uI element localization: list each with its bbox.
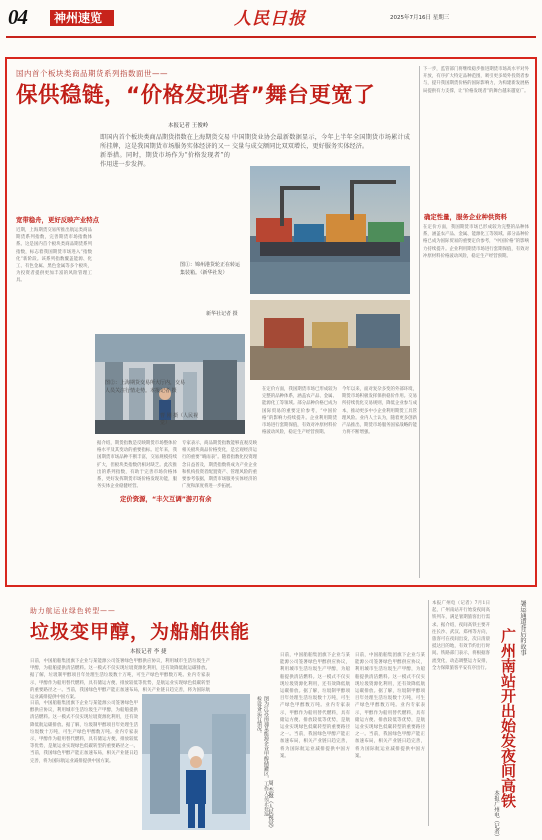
right-headline: 广州南站开出始发夜间高铁 — [499, 628, 517, 808]
second-body-col-3: 日前，中国船舶集团旗下企业与某能源公司签署绿色甲醇供应协议，利用城市生活垃圾生产甲醇，为船舶提供清洁燃料。这一模式不仅实现垃圾资源化利用，还有效降低航运碳排放。据了解，垃圾制甲醇项目年处理生活垃圾数十万吨，可生产绿色甲醇数万吨。业内专家表示，甲醇作为船用替代燃料，具有储运方便、排放较低等优势，是航运业实现绿色低碳转型的重要路径之一。当前，我国绿色甲醇产能正加速布局，相关产业链日趋完善，将为国际航运业减排提供中国方案。 — [355, 653, 425, 759]
lead-photo-caption-2: 图②：上海期货交易所大厅内，交易人员关注行情走势。本报记者 摄 — [105, 380, 186, 394]
right-kicker: 暑运通道背后的故事 — [519, 600, 526, 656]
page-header — [6, 4, 536, 38]
lead-byline: 本报记者 王俊岭 — [168, 123, 209, 129]
lead-photo-credit-1: 新华社记者 摄 — [206, 311, 238, 317]
lead-subhead-3: 确定性量，服务企业种供资料 — [424, 213, 508, 221]
second-body-top: 日前，中国船舶集团旗下企业与某能源公司签署绿色甲醇供应协议，利用城市生活垃圾生产甲醇，为船舶提供清洁燃料。这一模式不仅实现垃圾资源化利用，还有效降低航运碳排放。据了解，垃圾制甲醇项目年处理生活垃圾数十万吨，可生产绿色甲醇数万吨。业内专家表示，甲醇作为船用替代燃料，具有储运方便、排放较低等优势，是航运业实现绿色低碳转型的重要路径之一。当前，我国绿色甲醇产能正加速布局，相关产业链日趋完善，将为国际航运业减排提供中国方案。 — [30, 659, 210, 701]
second-kicker: 助力航运业绿色转型—— — [30, 607, 116, 615]
section-title: 神州速览 — [54, 11, 103, 25]
date-line: 2025年7月16日 星期三 — [390, 15, 450, 21]
lead-summary-right: 中国期货业协会最新数据显示，今年上半年全国期货市场累计成交量与成交额同比双双增长，更好服务实体经济。 — [232, 134, 410, 150]
column-divider — [419, 66, 420, 578]
lead-photo-port — [250, 166, 410, 294]
second-byline: 本报记者 李 捷 — [130, 649, 167, 655]
right-body: 本报广州电（记者）7月1日起，广州南站开行始发夜间高铁列车，满足暑期旅客出行需求。据介绍，夜间高铁主要开往长沙、武汉、郑州等方向，旅客可在夜间出发，次日清晨抵达目的地，有效节约出行时间。铁路部门表示，将根据客流变化，动态调整运力安排，全力保障旅客平安有序出行。 — [432, 601, 490, 671]
second-body-col-2: 日前，中国船舶集团旗下企业与某能源公司签署绿色甲醇供应协议，利用城市生活垃圾生产甲醇，为船舶提供清洁燃料。这一模式不仅实现垃圾资源化利用，还有效降低航运碳排放。据了解，垃圾制甲醇项目年处理生活垃圾数十万吨，可生产绿色甲醇数万吨。业内专家表示，甲醇作为船用替代燃料，具有储运方便、排放较低等优势，是航运业实现绿色低碳转型的重要路径之一。当前，我国绿色甲醇产能正加速布局，相关产业链日趋完善，将为国际航运业减排提供中国方案。 — [280, 653, 350, 759]
second-photo-caption: 图为江苏南通某能源企业甲醇储罐区，工作人员正在巡检设备运行情况。 — [256, 696, 269, 816]
second-photo-credit: 周 杰摄（人民视觉） — [267, 780, 273, 832]
lead-body-col-2: 据介绍，期货指数是反映期货市场整体价格水平及其变动的重要指标。近年来，我国期货市场品种不断丰富，交易规模持续扩大，但板块类指数仍相对缺乏。此次推出的系列指数，有助于完善市场价格体系，更好发挥期货市场价格发现功能，服务实体企业稳健经营。 — [97, 441, 177, 490]
right-column-divider — [428, 600, 429, 826]
second-headline: 垃圾变甲醇，为船舶供能 — [30, 621, 251, 643]
lead-photo-caption-1: 图①：锦州港货轮正在转运集装箱。（新华社发） — [180, 262, 241, 276]
lead-headline: 保供稳链，“价格发现者”舞台更宽了 — [16, 83, 376, 108]
lead-body-col-4: 在定价方面，我国期货市场已形成较为完整的品种体系，涵盖农产品、金属、能源化工等领域。部分品种价格已成为国际贸易的重要定价参考，“中国价格”的影响力持续提升。企业利用期货市场进行套期保值，有效对冲原材料价格波动风险，稳定生产经营预期。 — [262, 387, 337, 436]
second-photo-worker — [142, 694, 250, 830]
lead-summary-left: 即国内首个板块类商品期货指数在上海期货交易所挂牌，这是我国期货市场服务实体经济的又一新举措。同时，期货市场作为“价格发现者”的作用进一步发挥。 — [100, 134, 230, 168]
lead-photo-factory — [250, 300, 410, 380]
lead-subhead-2: 定价资源，“丰欠互调”游刃有余 — [120, 495, 212, 503]
page-number: 04 — [8, 5, 27, 29]
lead-body-col-3: 专家表示，商品期货指数能够直观反映相关板块商品价格变化，是宏观经济运行的重要“晴雨表”。随着指数化投资理念日益普及，期货指数将成为产业企业和机构投资者配置资产、管理风险的重要参考依据，期货市场服务实体经济的广度和深度将进一步拓展。 — [182, 441, 257, 490]
second-body-col-1: 日前，中国船舶集团旗下企业与某能源公司签署绿色甲醇供应协议，利用城市生活垃圾生产甲醇，为船舶提供清洁燃料。这一模式不仅实现垃圾资源化利用，还有效降低航运碳排放。据了解，垃圾制甲醇项目年处理生活垃圾数十万吨，可生产绿色甲醇数万吨。业内专家表示，甲醇作为船用替代燃料，具有储运方便、排放较低等优势，是航运业实现绿色低碳转型的重要路径之一。当前，我国绿色甲醇产能正加速布局，相关产业链日趋完善，将为国际航运业减排提供中国方案。 — [30, 701, 138, 764]
lead-body-col-1: 近期，上海期货交易所推出航运类商品期货系列指数，完善期货市场指数体系。这是国内首个板块类商品期货系列指数，标志着我国期货市场进入“指数化”新阶段。该系列指数覆盖能源、化工、有色金属、黑色金属等多个板块，为投资者提供更加丰富的风险管理工具。 — [16, 228, 92, 284]
header-rule — [6, 36, 536, 38]
masthead-logo: 人民日报 — [234, 9, 306, 29]
right-byline: 本报广州电（记者） — [493, 790, 499, 840]
lead-subhead-1: 宽带稳舟，更好反映产业特点 — [16, 216, 100, 224]
lead-body-col-5: 今年以来，面对复杂多变的外部环境，期货市场积极发挥保供稳价作用。交易所持续优化交易规则，降低企业参与成本，推动更多中小企业利用期货工具管理风险。业内人士认为，随着更多创新产品推出，期货市场服务国家战略的能力将不断增强。 — [342, 387, 417, 436]
lead-photo-credit-2: 曹 刚 摄（人民视觉） — [160, 413, 199, 426]
lead-body-col-6a: 下一步，监管部门将继续稳步推进期货市场高水平对外开放，有序扩大特定品种范围，吸引更多境外投资者参与，提升我国期货价格的国际影响力，为构建新发展格局提供有力支撑，让“价格发现者”的舞台越来越宽广。 — [423, 67, 529, 94]
lead-kicker: 国内首个板块类商品期货系列指数面世—— — [16, 69, 168, 78]
lead-body-col-6b: 在定价方面，我国期货市场已形成较为完整的品种体系，涵盖农产品、金属、能源化工等领域。部分品种价格已成为国际贸易的重要定价参考，“中国价格”的影响力持续提升。企业利用期货市场进行套期保值，有效对冲原材料价格波动风险，稳定生产经营预期。 — [423, 225, 529, 259]
